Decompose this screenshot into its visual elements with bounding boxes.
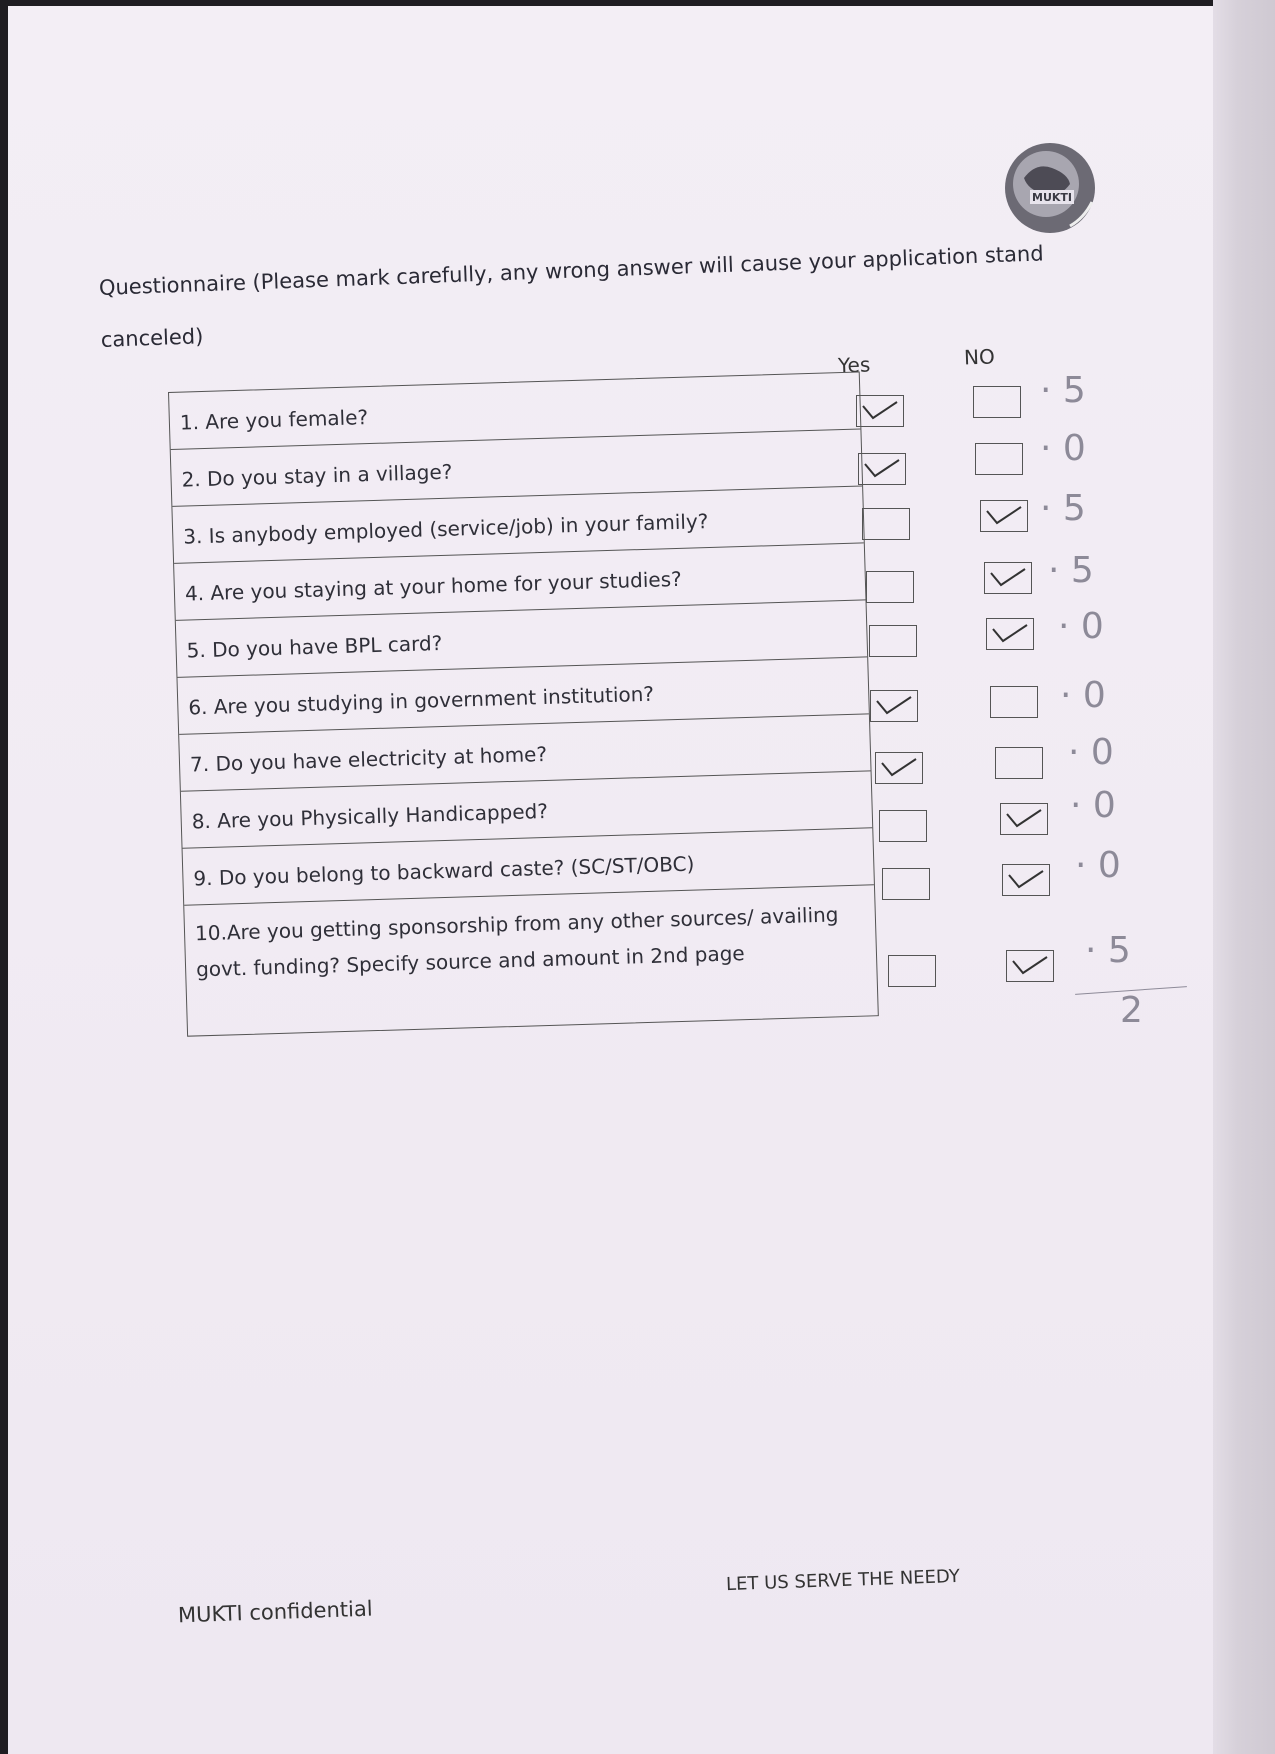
yes-checkbox-8[interactable] — [879, 810, 927, 842]
no-checkbox-1[interactable] — [973, 386, 1021, 418]
question-row: 10.Are you getting sponsorship from any other sources/ availing govt. funding? Specify source and amount in 2nd page — [194, 902, 839, 982]
question-row: 8. Are you Physically Handicapped? — [181, 771, 872, 848]
mukti-logo — [1000, 138, 1100, 238]
title-line-2: canceled) — [100, 324, 204, 352]
yes-checkbox-6[interactable] — [870, 690, 918, 722]
total-score: 2 — [1120, 990, 1143, 1031]
score-mark-10: · 5 — [1085, 930, 1131, 971]
no-checkbox-4[interactable] — [984, 562, 1032, 594]
score-mark-7: · 0 — [1068, 732, 1114, 773]
question-row: 6. Are you studying in government institution? — [177, 657, 868, 734]
no-checkbox-8[interactable] — [1000, 803, 1048, 835]
no-column-header: NO — [963, 344, 996, 370]
no-checkbox-10[interactable] — [1006, 950, 1054, 982]
score-mark-6: · 0 — [1060, 675, 1106, 716]
svg-text:MUKTI: MUKTI — [1032, 191, 1072, 204]
no-checkbox-6[interactable] — [990, 686, 1038, 718]
score-mark-1: · 5 — [1040, 370, 1086, 411]
question-row: 9. Do you belong to backward caste? (SC/ST/OBC) — [183, 828, 874, 905]
questionnaire-title — [98, 226, 1081, 366]
question-row: 1. Are you female? — [169, 373, 860, 450]
yes-checkbox-7[interactable] — [875, 752, 923, 784]
question-row: 5. Do you have BPL card? — [176, 600, 867, 677]
question-row: 3. Is anybody employed (service/job) in your family? — [172, 486, 863, 563]
no-checkbox-5[interactable] — [986, 618, 1034, 650]
yes-checkbox-1[interactable] — [856, 395, 904, 427]
no-checkbox-7[interactable] — [995, 747, 1043, 779]
title-line-1: Questionnaire (Please mark carefully, any wrong answer will cause your application stand — [98, 241, 1044, 300]
footer-confidential: MUKTI confidential — [177, 1596, 373, 1628]
score-mark-5: · 0 — [1058, 606, 1104, 647]
question-row: 2. Do you stay in a village? — [171, 429, 862, 506]
score-mark-8: · 0 — [1070, 785, 1116, 826]
no-checkbox-9[interactable] — [1002, 864, 1050, 896]
yes-checkbox-9[interactable] — [882, 868, 930, 900]
yes-checkbox-10[interactable] — [888, 955, 936, 987]
no-checkbox-3[interactable] — [980, 500, 1028, 532]
question-row: 4. Are you staying at your home for your studies? — [174, 543, 865, 620]
yes-checkbox-2[interactable] — [858, 453, 906, 485]
question-row: 7. Do you have electricity at home? — [179, 714, 870, 791]
yes-checkbox-3[interactable] — [862, 508, 910, 540]
yes-checkbox-4[interactable] — [866, 571, 914, 603]
score-mark-4: · 5 — [1048, 550, 1094, 591]
footer-slogan: LET US SERVE THE NEEDY — [725, 1565, 961, 1596]
score-mark-3: · 5 — [1040, 488, 1086, 529]
yes-checkbox-5[interactable] — [869, 625, 917, 657]
question-table — [168, 371, 879, 1036]
score-mark-2: · 0 — [1040, 428, 1086, 469]
no-checkbox-2[interactable] — [975, 443, 1023, 475]
score-mark-9: · 0 — [1075, 845, 1121, 886]
yes-column-header: Yes — [837, 352, 871, 378]
